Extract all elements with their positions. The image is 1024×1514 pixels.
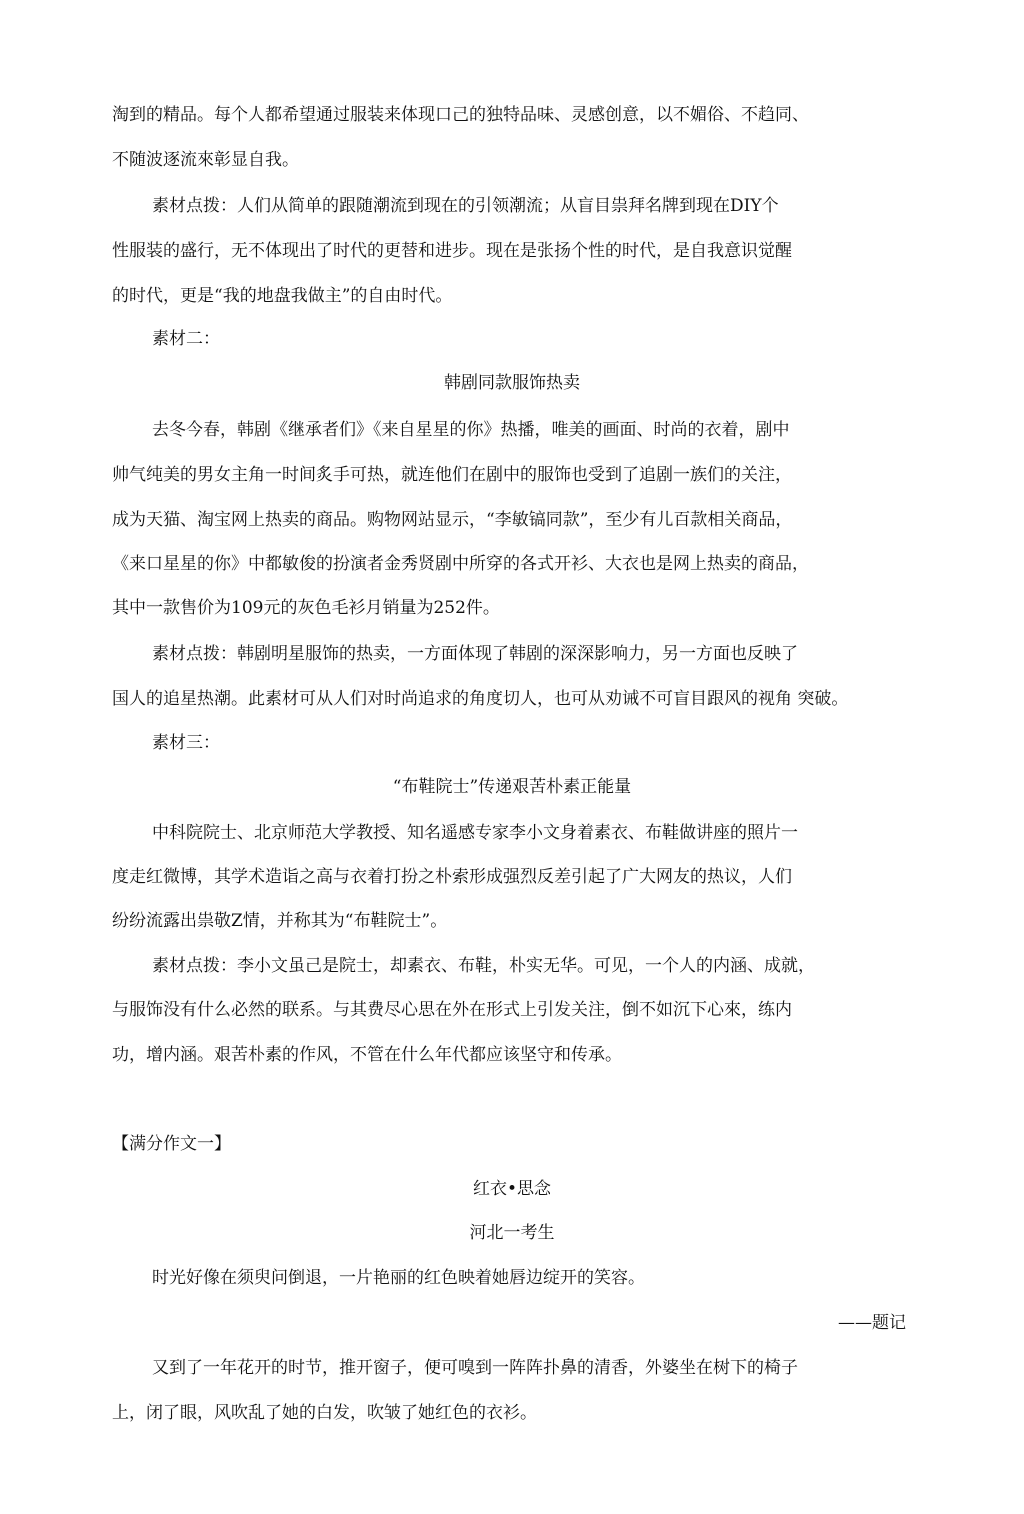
paragraph-line: 其中一款售价为109元的灰色毛衫月销量为252件。 [112, 598, 500, 618]
paragraph-line: 的时代，更是“我的地盘我做主”的自由时代。 [112, 286, 453, 306]
paragraph-line: 度走红微博，其学术造诣之高与衣着打扮之朴索形成强烈反差引起了广大网友的热议，人们 [112, 867, 792, 887]
essay-title: 红衣•思念 [472, 1179, 552, 1199]
paragraph-line: 又到了一年花开的时节，推开窗子，便可嗅到一阵阵扑鼻的清香，外婆坐在树下的椅子 [152, 1358, 798, 1378]
paragraph-line: 上，闭了眼，风吹乱了她的白发，吹皱了她红色的衣衫。 [112, 1403, 537, 1423]
section-title: 韩剧同款服饰热卖 [444, 373, 580, 393]
paragraph-line: 与服饰没有什么必然的联系。与其费尽心思在外在形式上引发关注，倒不如沉下心來，练内 [112, 1000, 792, 1020]
epigraph: 时光好像在须臾问倒退，一片艳丽的红色映着她唇边绽开的笑容。 [152, 1268, 645, 1288]
section-label: 素材三： [152, 733, 220, 753]
essay-author: 河北一考生 [469, 1223, 555, 1243]
paragraph-line: 素材点拨：李小文虽己是院士，却素衣、布鞋，朴实无华。可见，一个人的内涵、成就， [152, 956, 815, 976]
paragraph-line: 淘到的精品。每个人都希望通过服装来体现口己的独特品味、灵感创意，以不媚俗、不趋同、 [112, 105, 809, 125]
paragraph-line: 帅气纯美的男女主角一时间炙手可热，就连他们在剧中的服饰也受到了追剧一族们的关注， [112, 465, 792, 485]
paragraph-line: 功，增内涵。艰苦朴素的作风，不管在什么年代都应该坚守和传承。 [112, 1045, 622, 1065]
paragraph-line: 素材点拨：韩剧明星服饰的热卖，一方面体现了韩剧的深深影响力，另一方面也反映了 [152, 644, 798, 664]
section-title: “布鞋院士”传递艰苦朴素正能量 [392, 777, 632, 797]
paragraph-line: 素材点拨：人们从简单的跟随潮流到现在的引领潮流；从盲目祟拜名牌到现在DIY个 [152, 196, 779, 216]
paragraph-line: 性服装的盛行，无不体现出了时代的更替和进步。现在是张扬个性的时代，是自我意识觉醒 [112, 241, 792, 261]
paragraph-line: 《来口星星的你》中都敏俊的扮演者金秀贤剧中所穿的各式开衫、大衣也是网上热卖的商品， [112, 554, 809, 574]
paragraph-line: 成为天猫、淘宝网上热卖的商品。购物网站显示，“李敏镐同款”，至少有儿百款相关商品， [112, 510, 793, 530]
paragraph-line: 去冬今春，韩剧《继承者们》《来自星星的你》热播，唯美的画面、时尚的衣着，剧中 [152, 420, 790, 440]
essay-heading: 【满分作文一】 [112, 1134, 231, 1154]
paragraph-line: 不随波逐流來彰显自我。 [112, 150, 299, 170]
paragraph-line: 国人的追星热潮。此素材可从人们对时尚追求的角度切人，也可从劝诫不可盲目跟风的视角 突破。 [112, 689, 849, 709]
paragraph-line: 纷纷流露出祟敬Z情，并称其为“布鞋院士”。 [112, 911, 448, 931]
paragraph-line: 中科院院士、北京师范大学教授、知名遥感专家李小文身着素衣、布鞋做讲座的照片一 [152, 823, 798, 843]
section-label: 素材二： [152, 329, 220, 349]
epigraph-attribution: ——题记 [838, 1313, 906, 1333]
